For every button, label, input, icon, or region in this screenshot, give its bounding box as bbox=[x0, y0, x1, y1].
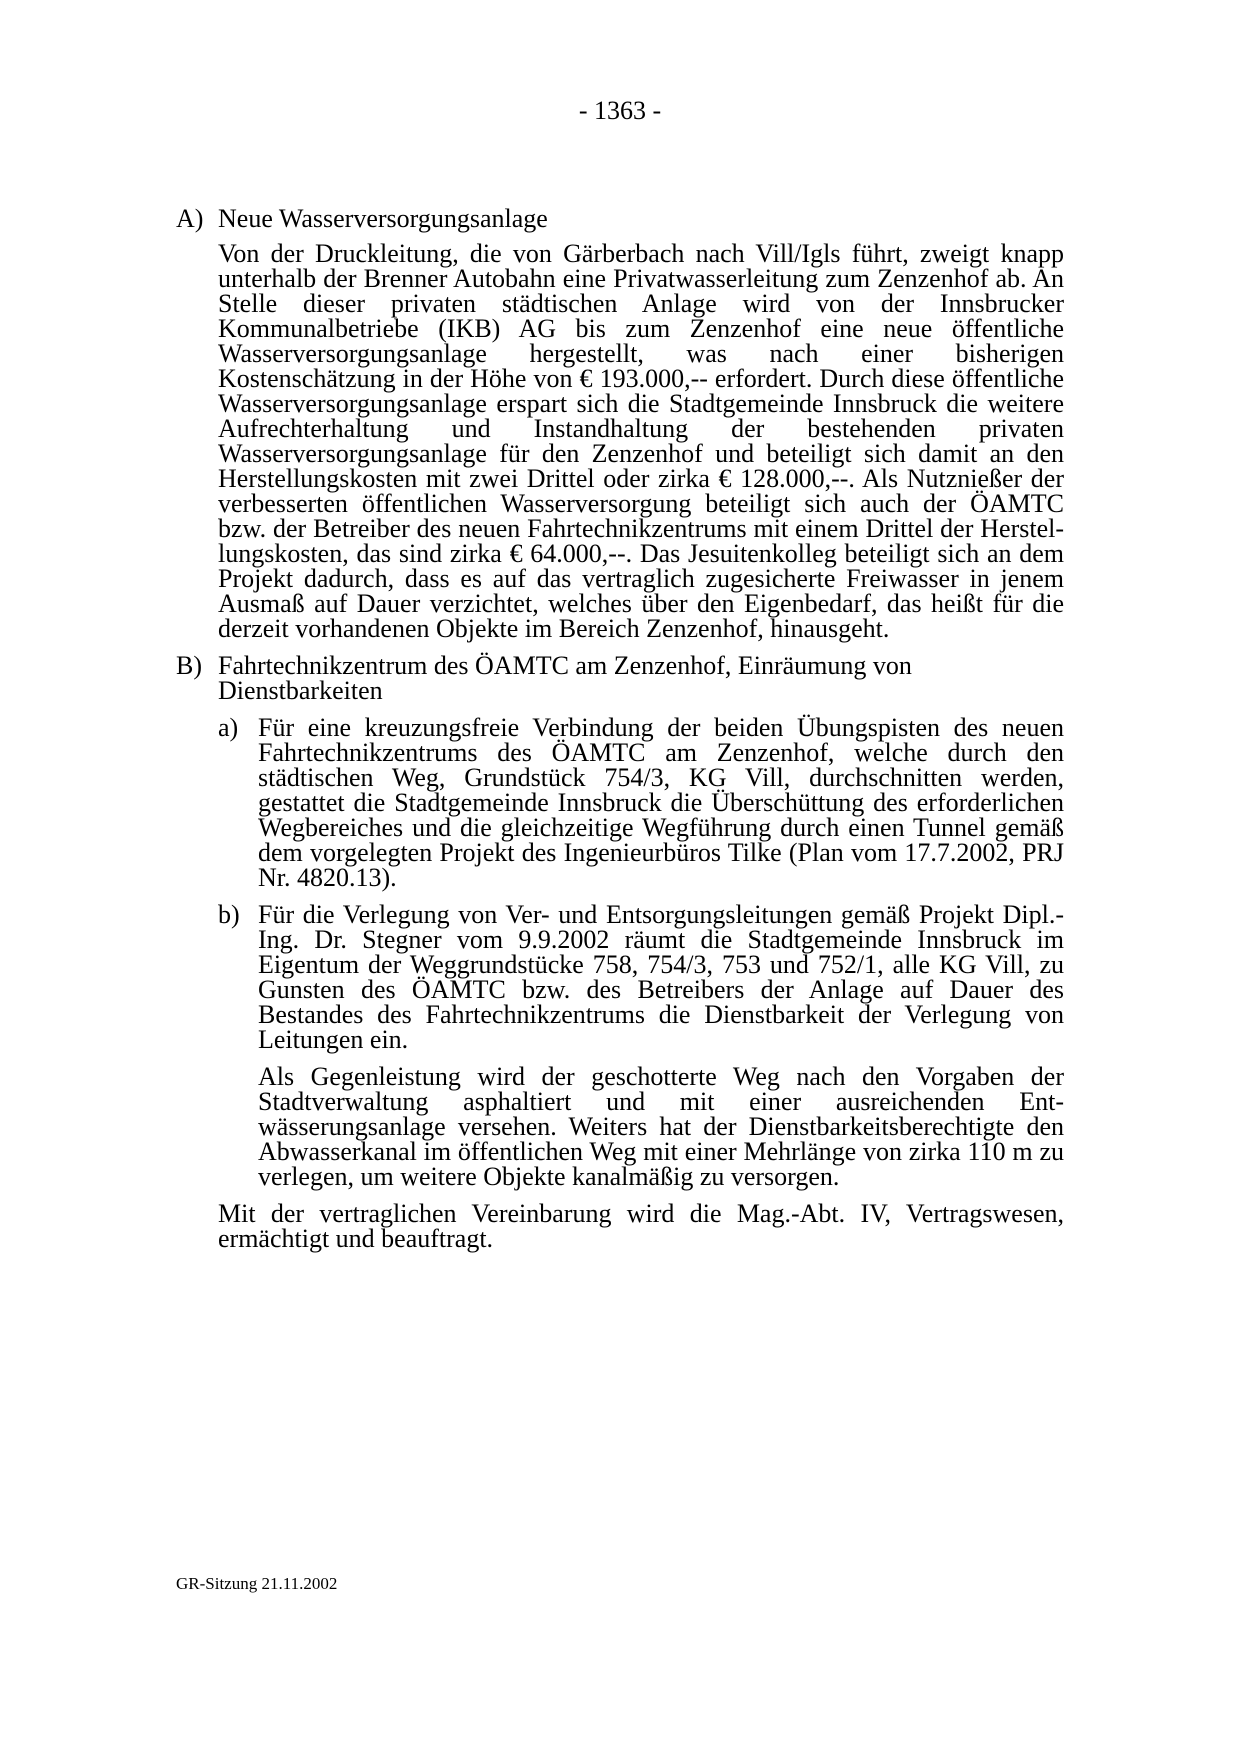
item-b-text-2: Als Gegenleistung wird der geschotterte Weg nach den Vorgaben der Stadtverwaltung asphaltiert und mit einer ausreichenden Entwässerungsanlage versehen. Weiters hat der Dienstbarkeitsberechtigte den Abwasserkanal im öffentlichen Weg mit einer Mehrlänge von zirka 110 m zu verlegen, um weitere Objekte kanalmäßig zu versorgen. bbox=[258, 1062, 1064, 1191]
section-b-item-a bbox=[218, 715, 1064, 890]
section-a-title: Neue Wasserversorgungsanlage bbox=[218, 204, 548, 233]
closing-paragraph: Mit der vertraglichen Vereinbarung wird die Mag.-Abt. IV, Vertragswesen, ermächtigt und beauftragt. bbox=[218, 1199, 1064, 1253]
item-b-marker: b) bbox=[218, 900, 240, 929]
section-b-title: Fahrtechnikzentrum des ÖAMTC am Zenzenhof, Einräumung von Dienstbarkeiten bbox=[218, 651, 912, 705]
page-number: - 1363 - bbox=[578, 96, 662, 125]
section-a-paragraph: Von der Druckleitung, die von Gärberbach nach Vill/Igls führt, zweigt knapp unterhalb der Brenner Autobahn eine Privatwasserleitung zum Zenzenhof ab. An Stelle dieser privaten städtischen Anlage wird von der Innsbrucker Kommunalbetriebe (IKB) AG bis zum Zenzenhof eine neue öffentliche Wasserversorgungsanlage hergestellt, was nach einer bisherigen Kostenschätzung in der Höhe von € 193.000,-- erfordert. Durch diese öffentliche Wasserversorgungsanlage erspart sich die Stadtgemeinde Innsbruck die weitere Aufrechterhaltung und Instandhaltung der bestehenden privaten Wasserversorgungsanlage für den Zenzenhof und beteiligt sich damit an den Herstellungskosten mit zwei Drittel oder zirka € 128.000,--. Als Nutznießer der verbesserten öffentlichen Wasserversorgung beteiligt sich auch der ÖAMTC bzw. der Betreiber des neuen Fahrtechnikzentrums mit einem Drittel der Herstellungskosten, das sind zirka € 64.000,--. Das Jesuitenkolleg beteiligt sich an dem Projekt dadurch, dass es auf das vertraglich zugesicherte Freiwasser in jenem Ausmaß auf Dauer verzichtet, welches über den Eigenbedarf, das heißt für die derzeit vorhandenen Objekte im Bereich Zenzenhof, hinausgeht. bbox=[218, 239, 1064, 643]
section-b-marker: B) bbox=[176, 651, 202, 680]
section-a bbox=[176, 206, 1064, 641]
section-b bbox=[176, 653, 1064, 1251]
item-a-text: Für eine kreuzungsfreie Verbindung der beiden Übungspisten des neuen Fahrtechnikzentrums des ÖAMTC am Zenzenhof, welche durch den städtischen Weg, Grundstück 754/3, KG Vill, durchschnitten werden, gestattet die Stadtgemeinde Innsbruck die Überschüttung des erforderlichen Wegbereiches und die gleichzeitige Wegführung durch einen Tunnel gemäß dem vorgelegten Projekt des Ingenieurbüros Tilke (Plan vom 17.7.2002, PRJ Nr. 4820.13). bbox=[258, 713, 1064, 892]
footer-session-date: GR-Sitzung 21.11.2002 bbox=[176, 1574, 338, 1593]
section-a-marker: A) bbox=[176, 204, 204, 233]
item-a-marker: a) bbox=[218, 713, 239, 742]
item-b-text: Für die Verlegung von Ver- und Entsorgungsleitungen gemäß Projekt Dipl.-Ing. Dr. Stegner vom 9.9.2002 räumt die Stadtgemeinde Innsbruck im Eigentum der Weggrundstücke 758, 754/3, 753 und 752/1, alle KG Vill, zu Gunsten des ÖAMTC bzw. des Betreibers der Anlage auf Dauer des Bestandes des Fahrtechnikzentrums die Dienstbarkeit der Verlegung von Leitungen ein. bbox=[258, 900, 1064, 1054]
section-b-item-b bbox=[218, 902, 1064, 1189]
document-body bbox=[176, 206, 1064, 1251]
